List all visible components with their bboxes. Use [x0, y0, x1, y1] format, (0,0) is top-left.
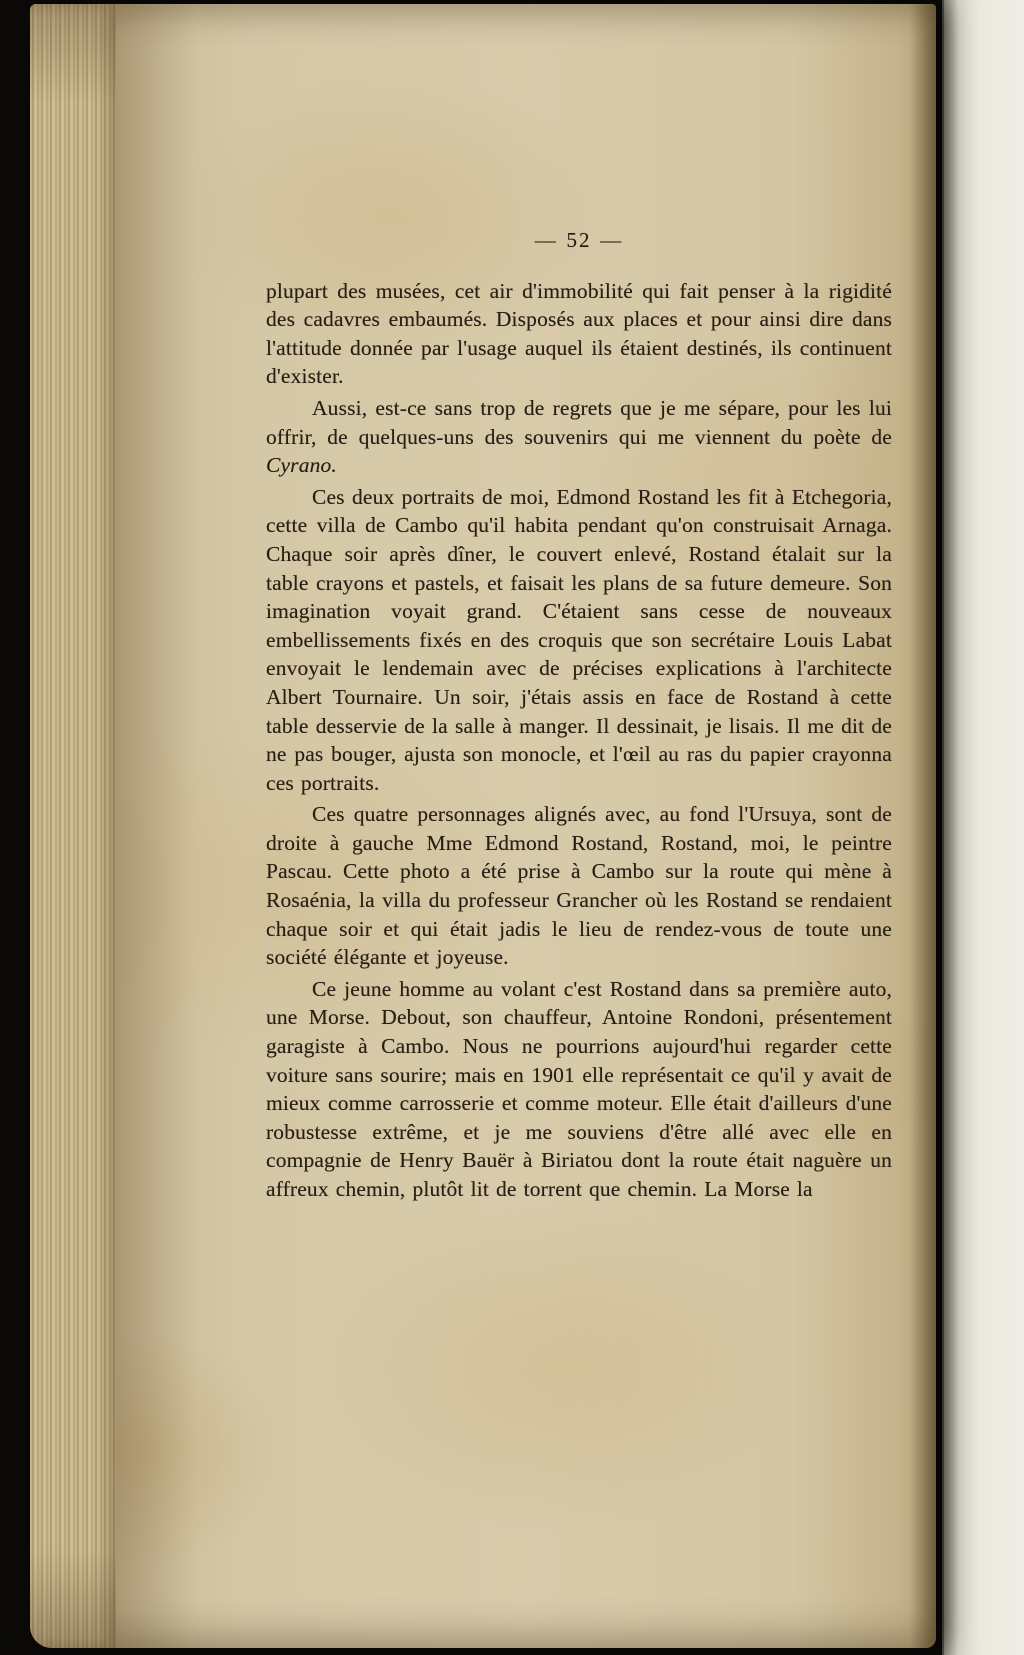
book-page — [30, 4, 936, 1648]
text-run: Ces quatre personnages alignés avec, au fond l'Ursuya, sont de droite à gauche Mme Edmond Rostand, Rostand, moi, le peintre Pascau. Cette photo a été prise à Cambo sur la route qui mène à Rosaénia, la villa du professeur Grancher où les Rostand se rendaient chaque soir et qui était jadis le lieu de rendez-vous de toute une société élégante et joyeuse. — [266, 802, 892, 970]
text-run: Ce jeune homme au volant c'est Rostand dans sa première auto, une Morse. Debout, son chauffeur, Antoine Rondoni, présentement garagiste à Cambo. Nous ne pourrions aujourd'hui regarder cette voiture sans sourire; mais en 1901 elle représentait ce qu'il y avait de mieux comme carrosserie et comme moteur. Elle était d'ailleurs d'une robustesse extrême, et je me souviens d'être allé avec elle en compagnie de Henry Bauër à Biriatou dont la route était naguère un affreux chemin, plutôt lit de torrent que chemin. La Morse la — [266, 976, 892, 1201]
italic-run: Cyrano. — [266, 453, 337, 478]
page-text — [266, 277, 892, 1204]
gutter-shadow — [116, 4, 196, 1648]
paragraph — [266, 483, 892, 798]
text-run: plupart des musées, cet air d'immobilité qui fait penser à la rigidité des cadavres embaumés. Disposés aux places et pour ainsi dire dans l'attitude donnée par l'usage auquel ils étaient destinés, ils continuent d'exister. — [266, 278, 892, 389]
paragraph — [266, 800, 892, 972]
page-edges — [30, 4, 116, 1648]
text-run: Aussi, est-ce sans trop de regrets que je me sépare, pour les lui offrir, de quelques-uns des souvenirs qui me viennent du poète de — [266, 395, 892, 449]
paragraph — [266, 975, 892, 1204]
page-right-rim — [910, 4, 936, 1648]
text-run: Ces deux portraits de moi, Edmond Rostand les fit à Etchegoria, cette villa de Cambo qu'il habita pendant qu'on construisait Arnaga. Chaque soir après dîner, le couvert enlevé, Rostand étalait sur la table crayons et pastels, et faisait les plans de sa future demeure. Son imagination voyait grand. C'étaient sans cesse de nouveaux embellissements fixés en des croquis que son secrétaire Louis Labat envoyait le lendemain avec de précises explications à l'architecte Albert Tournaire. Un soir, j'étais assis en face de Rostand à cette table desservie de la salle à manger. Il dessinait, je lisais. Il me dit de ne pas bouger, ajusta son monocle, et l'œil au ras du papier crayonna ces portraits. — [266, 484, 892, 795]
page-number: — 52 — — [534, 228, 624, 252]
paragraph — [266, 277, 892, 391]
next-page-edge — [942, 0, 1024, 1655]
page-content — [266, 226, 892, 1207]
paragraph — [266, 394, 892, 480]
